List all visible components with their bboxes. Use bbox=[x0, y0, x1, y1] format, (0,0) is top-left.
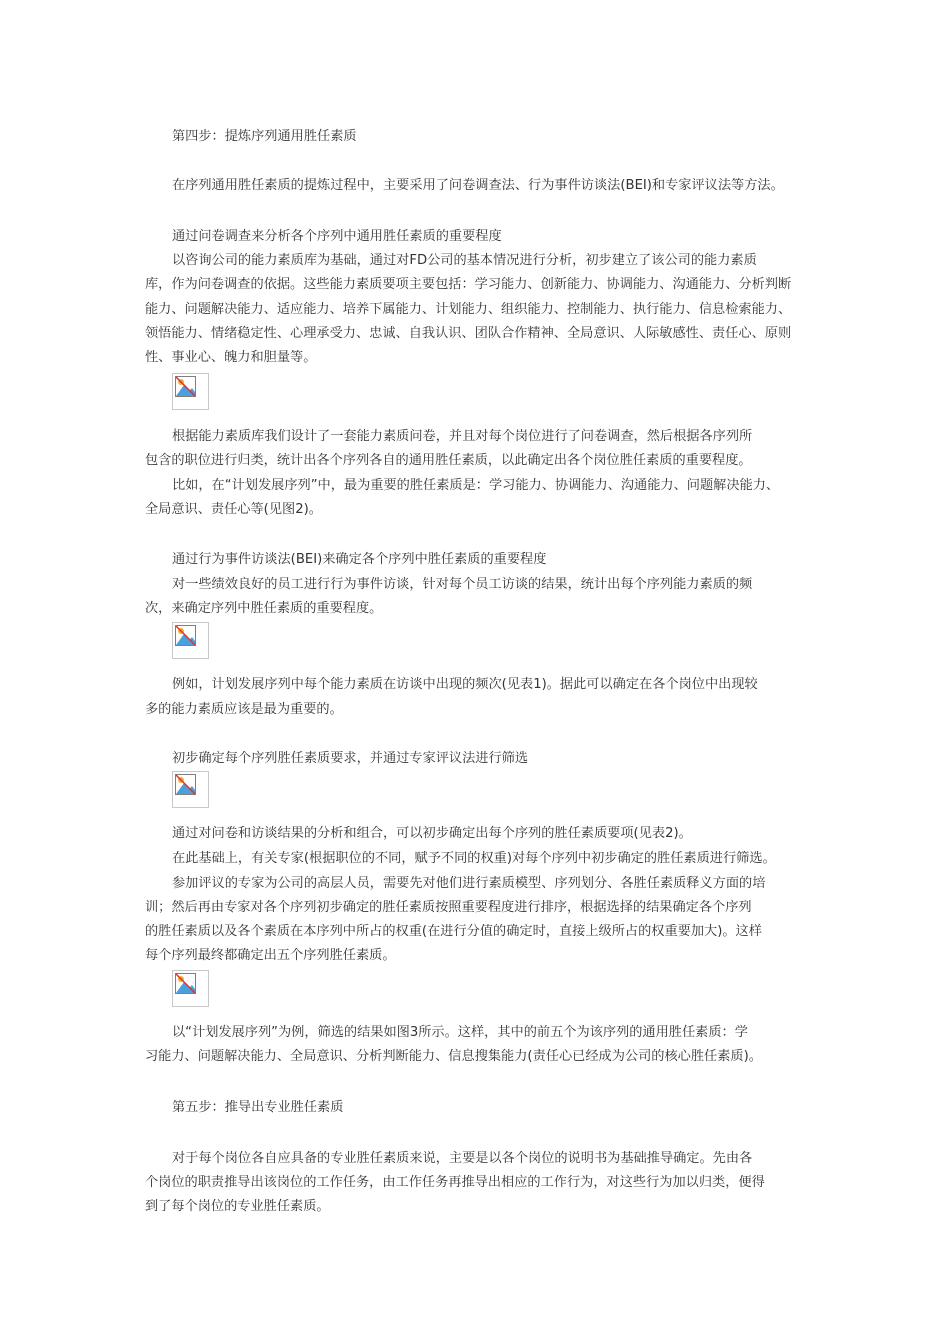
section1-p1-line: 能力、问题解决能力、适应能力、培养下属能力、计划能力、组织能力、控制能力、执行能力、信息检索能力、 bbox=[145, 302, 792, 317]
broken-image-icon bbox=[172, 970, 209, 1007]
section2-heading: 通过行为事件访谈法(BEI)来确定各个序列中胜任素质的重要程度 bbox=[172, 552, 547, 567]
step5-title: 第五步：推导出专业胜任素质 bbox=[172, 1100, 344, 1115]
broken-image-icon bbox=[172, 771, 209, 808]
step5-p-line: 个岗位的职责推导出该岗位的工作任务，由工作任务再推导出相应的工作行为，对这些行为加以归类，便得 bbox=[145, 1175, 765, 1190]
section1-p2-line: 根据能力素质库我们设计了一套能力素质问卷，并且对每个岗位进行了问卷调查，然后根据各序列所 bbox=[172, 429, 753, 444]
broken-image-icon bbox=[172, 373, 209, 410]
section3-p3-line: 训；然后再由专家对各个序列初步确定的胜任素质按照重要程度进行排序，根据选择的结果确定各个序列 bbox=[145, 900, 752, 915]
section2-p1-line: 对一些绩效良好的员工进行行为事件访谈，针对每个员工访谈的结果，统计出每个序列能力素质的频 bbox=[172, 577, 753, 592]
section3-heading: 初步确定每个序列胜任素质要求，并通过专家评议法进行筛选 bbox=[172, 751, 529, 766]
step4-intro: 在序列通用胜任素质的提炼过程中，主要采用了问卷调查法、行为事件访谈法(BEI)和专家评议法等方法。 bbox=[172, 178, 784, 193]
section1-heading: 通过问卷调查来分析各个序列中通用胜任素质的重要程度 bbox=[172, 229, 502, 244]
broken-image-icon bbox=[172, 622, 209, 659]
section1-p3-line: 比如，在“计划发展序列”中，最为重要的胜任素质是：学习能力、协调能力、沟通能力、问题解决能力、 bbox=[172, 478, 780, 493]
section1-p1-line: 库，作为问卷调查的依据。这些能力素质要项主要包括：学习能力、创新能力、协调能力、沟通能力、分析判断 bbox=[145, 277, 792, 292]
section2-p1-line: 次，来确定序列中胜任素质的重要程度。 bbox=[145, 601, 383, 616]
section3-p3-line: 参加评议的专家为公司的高层人员，需要先对他们进行素质模型、序列划分、各胜任素质释义方面的培 bbox=[172, 876, 766, 891]
section3-p4-line: 习能力、问题解决能力、全局意识、分析判断能力、信息搜集能力(责任心已经成为公司的核心胜任素质)。 bbox=[145, 1049, 762, 1064]
section3-p2: 在此基础上，有关专家(根据职位的不同，赋予不同的权重)对每个序列中初步确定的胜任素质进行筛选。 bbox=[172, 851, 776, 866]
section3-p1: 通过对问卷和访谈结果的分析和组合，可以初步确定出每个序列的胜任素质要项(见表2)。 bbox=[172, 826, 692, 841]
section1-p1-line: 以咨询公司的能力素质库为基础，通过对FD公司的基本情况进行分析，初步建立了该公司的能力素质 bbox=[172, 253, 757, 268]
section2-p2-line: 多的能力素质应该是最为重要的。 bbox=[145, 702, 343, 717]
section1-p3-line: 全局意识、责任心等(见图2)。 bbox=[145, 502, 322, 517]
section3-p3-line: 每个序列最终都确定出五个序列胜任素质。 bbox=[145, 948, 396, 963]
step5-p-line: 对于每个岗位各自应具备的专业胜任素质来说，主要是以各个岗位的说明书为基础推导确定。先由各 bbox=[172, 1151, 753, 1166]
step5-p-line: 到了每个岗位的专业胜任素质。 bbox=[145, 1199, 330, 1214]
section1-p1-line: 性、事业心、魄力和胆量等。 bbox=[145, 350, 317, 365]
section1-p2-line: 包含的职位进行归类，统计出各个序列各自的通用胜任素质，以此确定出各个岗位胜任素质的重要程度。 bbox=[145, 453, 752, 468]
section1-p1-line: 领悟能力、情绪稳定性、心理承受力、忠诚、自我认识、团队合作精神、全局意识、人际敏感性、责任心、原则 bbox=[145, 326, 792, 341]
section2-p2-line: 例如，计划发展序列中每个能力素质在访谈中出现的频次(见表1)。据此可以确定在各个岗位中出现较 bbox=[172, 677, 758, 692]
section3-p4-line: 以“计划发展序列”为例，筛选的结果如图3所示。这样，其中的前五个为该序列的通用胜任素质：学 bbox=[172, 1025, 748, 1040]
section3-p3-line: 的胜任素质以及各个素质在本序列中所占的权重(在进行分值的确定时，直接上级所占的权重要加大)。这样 bbox=[145, 924, 762, 939]
step4-title: 第四步：提炼序列通用胜任素质 bbox=[172, 129, 357, 144]
